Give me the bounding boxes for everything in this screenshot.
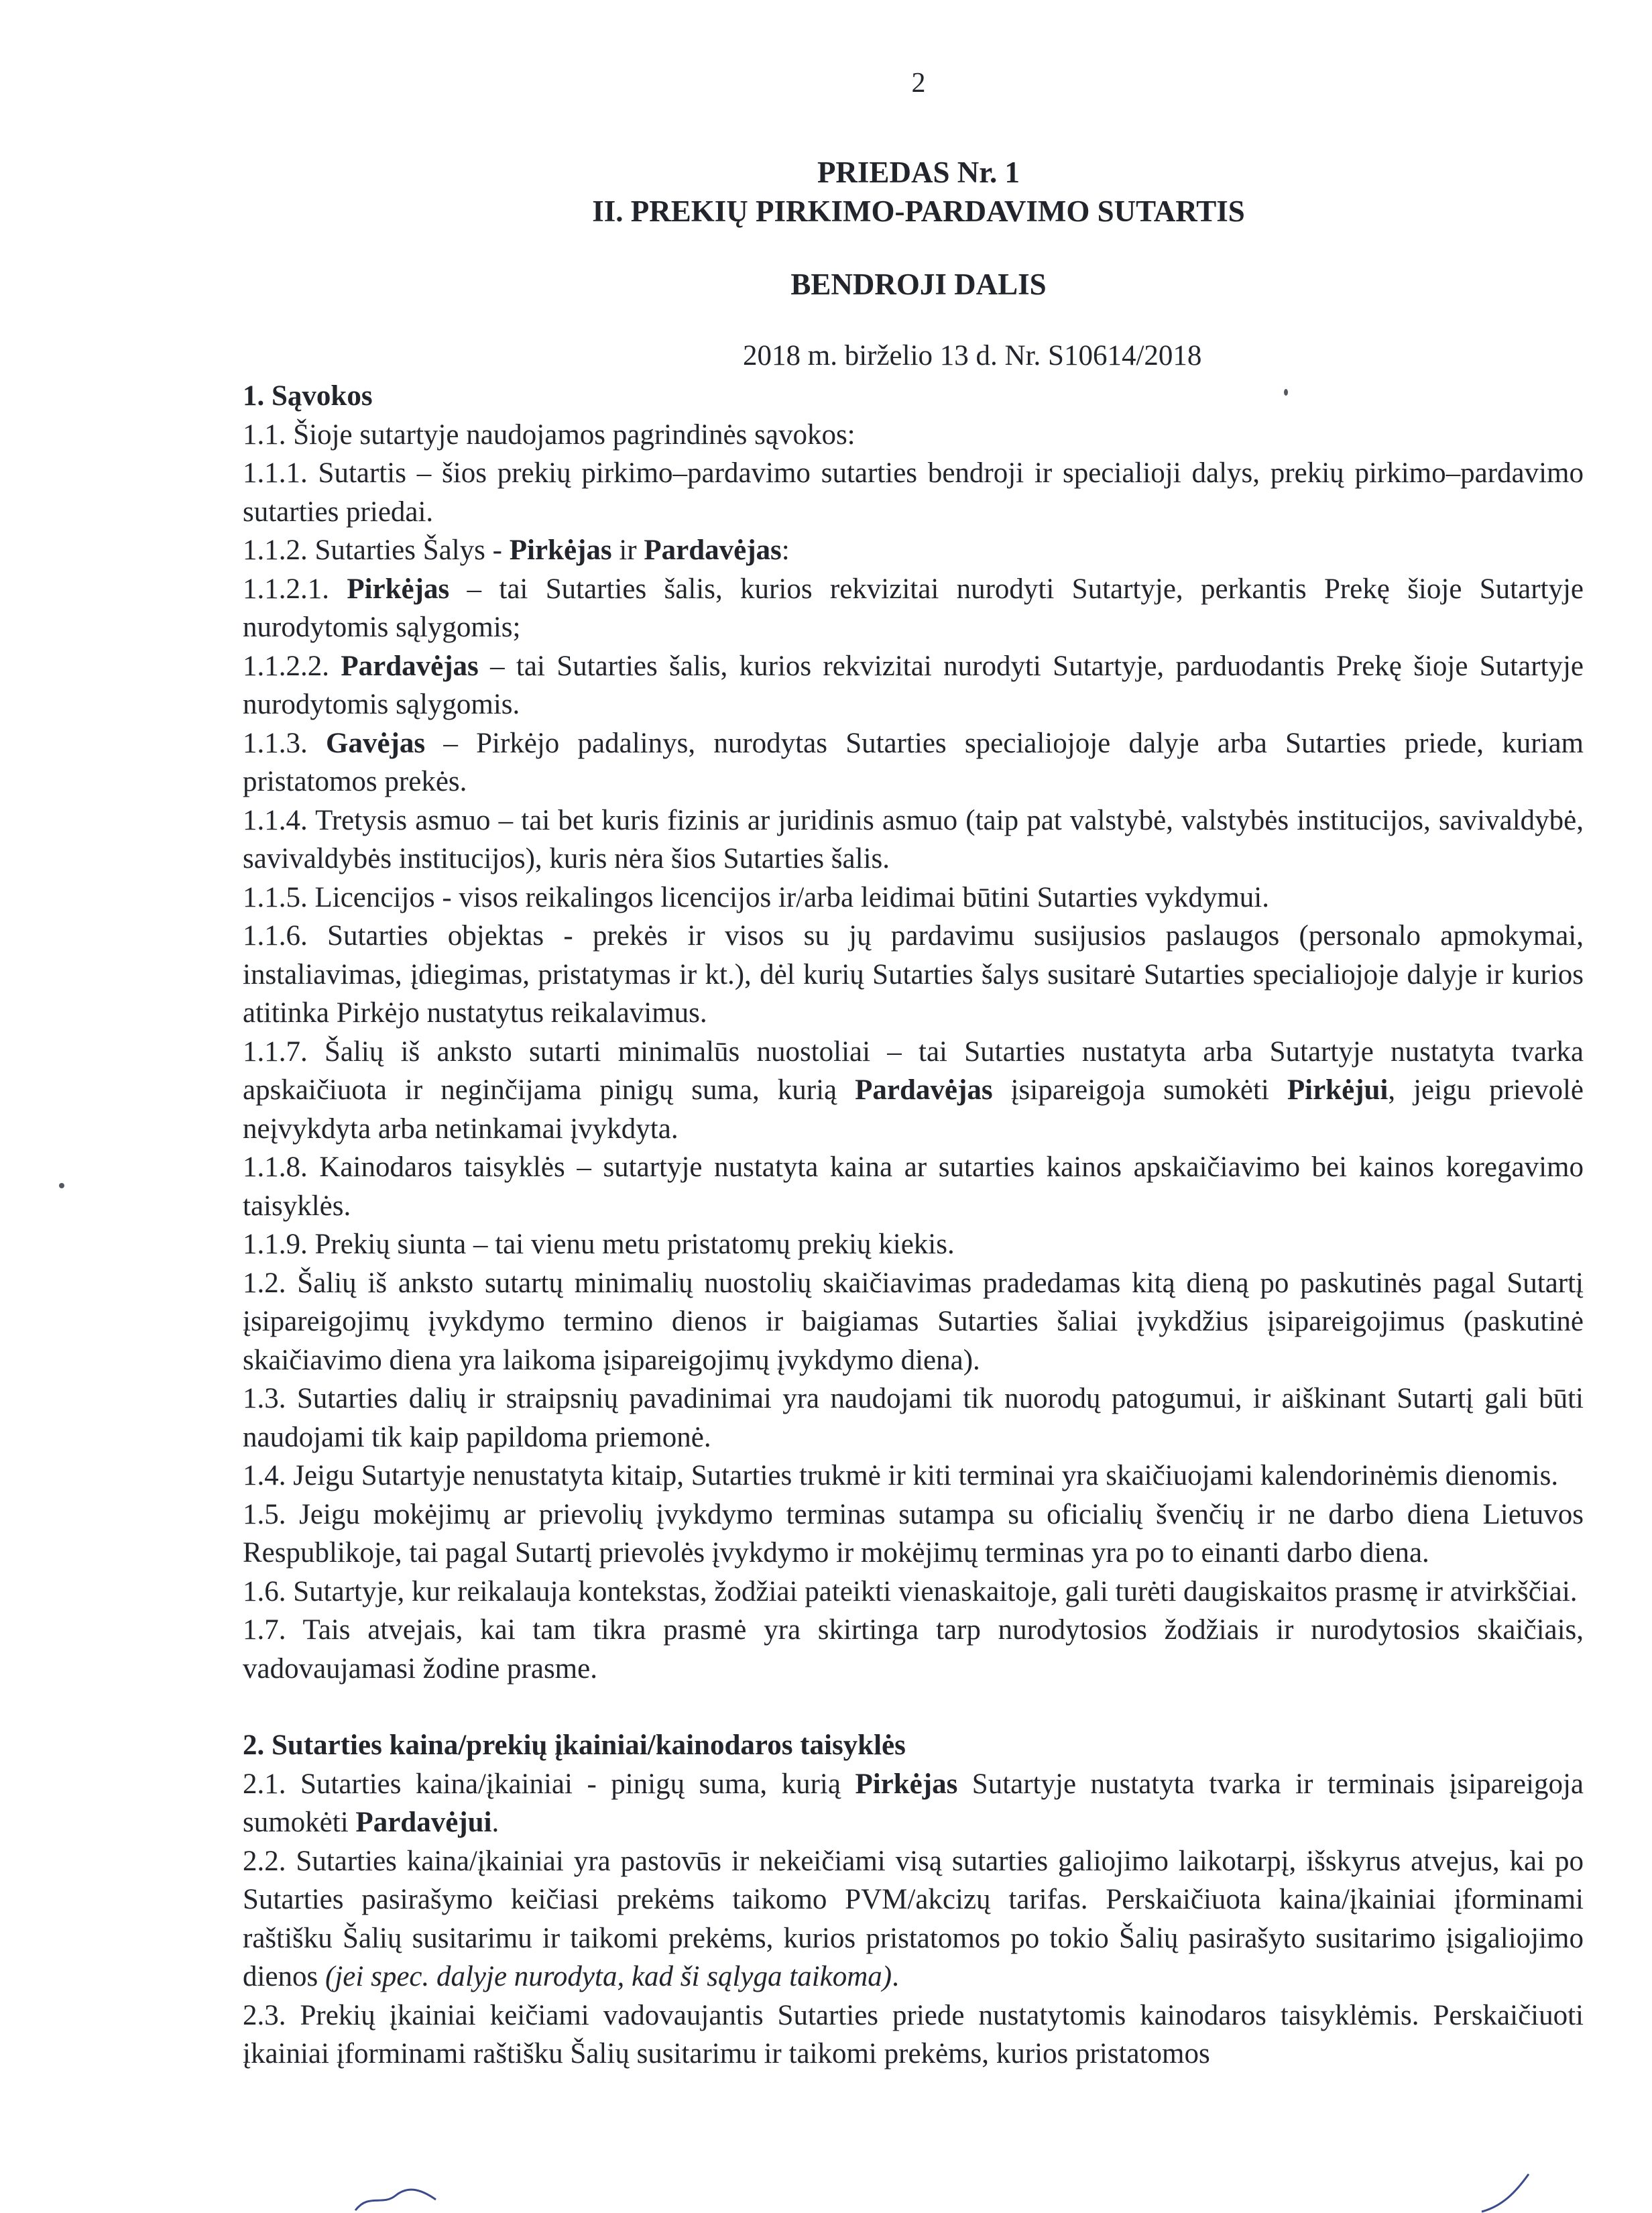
clause-text: – tai Sutarties šalis, kurios rekvizitai nurodyti Sutartyje, parduodantis Prekę šioje Sutartyje nurodytomis sąlygomis. [243,650,1584,720]
clause-text: 1.1.7. Šalių iš anksto sutarti minimalūs nuostoliai – tai Sutarties nustatyta arba Sutartyje nustatyta tvarka apskaičiuota ir neginčijama pinigų suma, kurią [243,1035,1584,1106]
page-number: 2 [911,68,926,99]
document-heading [0,153,1652,231]
clause-text: . [491,1807,499,1838]
clause-1-7: 1.7. Tais atvejais, kai tam tikra prasmė yra skirtinga tarp nurodytosios žodžiais ir nurodytosios skaičiais, vadovaujamasi žodine prasme. [243,1614,1584,1685]
term-buyer: Pirkėjas [855,1768,958,1800]
clause-1-1-5: 1.1.5. Licencijos - visos reikalingos licencijos ir/arba leidimai būtini Sutarties vykdymui. [243,881,1269,913]
clause-text: Sutartyje nustatyta tvarka ir terminais įsipareigoja sumokėti [243,1768,1584,1838]
document-body [243,377,1584,2074]
clause-1-4: 1.4. Jeigu Sutartyje nenustatyta kitaip, Sutarties trukmė ir kiti terminai yra skaičiuojami kalendorinėmis dienomis. [243,1460,1559,1491]
clause-1-1-3 [243,724,1584,801]
clause-1-2: 1.2. Šalių iš anksto sutartų minimalių nuostolių skaičiavimas pradedamas kitą dieną po paskutinės pagal Sutartį įsipareigojimų įvykdymo termino dienos ir baigiamas Sutarties šaliai įvykdžius įsipareigojimus (paskutinė skaičiavimo diena yra laikoma įsipareigojimų įvykdymo diena). [243,1267,1584,1376]
term-seller: Pardavėjas [341,650,479,682]
section-title-price: 2. Sutarties kaina/prekių įkainiai/kainodaros taisyklės [243,1729,906,1761]
clause-text: – Pirkėjo padalinys, nurodytas Sutarties specialiojoje dalyje arba Sutarties priede, kuriam pristatomos prekės. [243,727,1584,797]
clause-1-1-1: 1.1.1. Sutartis – šios prekių pirkimo–pardavimo sutarties bendroji ir specialioji dalys, prekių pirkimo–pardavimo sutarties priedai. [243,457,1584,528]
clause-1-1-9: 1.1.9. Prekių siunta – tai vienu metu pristatomų prekių kiekis. [243,1229,955,1260]
clause-1-5: 1.5. Jeigu mokėjimų ar prievolių įvykdymo terminas sutampa su oficialių švenčių ir ne darbo diena Lietuvos Respublikoje, tai pagal Sutartį prievolės įvykdymo ir mokėjimų terminas yra po to einanti darbo diena. [243,1498,1584,1569]
clause-text: įsipareigoja sumokėti [992,1074,1287,1106]
term-seller: Pardavėjas [855,1074,993,1106]
clause-number: 1.1.3. [243,727,326,759]
clause-2-3: 2.3. Prekių įkainiai keičiami vadovaujantis Sutarties priede nustatytomis kainodaros taisyklėmis. Perskaičiuoti įkainiai įforminami raštišku Šalių susitarimu ir taikomi prekėms, kurios pristatomos [243,1999,1584,2069]
term-buyer: Pirkėjas [347,573,450,605]
term-buyer: Pirkėjui [1287,1074,1389,1106]
annex-title: PRIEDAS Nr. 1 [817,156,1020,189]
clause-1-1-2 [243,531,1584,570]
term-buyer: Pirkėjas [509,534,612,566]
clause-text: : [781,534,790,566]
section-spacer [243,1688,1584,1726]
clause-2-2 [243,1842,1584,1996]
clause-text: – tai Sutarties šalis, kurios rekvizitai nurodyti Sutartyje, perkantis Prekę šioje Sutartyje nurodytomis sąlygomis; [243,573,1584,643]
clause-1-1: 1.1. Šioje sutartyje naudojamos pagrindinės sąvokos: [243,418,856,451]
date-and-number: 2018 m. birželio 13 d. Nr. S10614/2018 [743,340,1202,372]
part-title: BENDROJI DALIS [790,268,1047,301]
clause-1-6: 1.6. Sutartyje, kur reikalauja kontekstas, žodžiai pateikti vienaskaitoje, gali turėti daugiskaitos prasmę ir atvirkščiai. [243,1575,1578,1607]
contract-title: II. PREKIŲ PIRKIMO-PARDAVIMO SUTARTIS [592,194,1245,228]
clause-2-1 [243,1765,1584,1842]
clause-number: 1.1.2.1. [243,573,347,605]
clause-text: . [892,1961,899,1992]
term-seller: Pardavėjui [355,1807,492,1838]
clause-1-1-6: 1.1.6. Sutarties objektas - prekės ir visos su jų pardavimu susijusios paslaugos (personalo apmokymai, instaliavimas, įdiegimas, pristatymas ir kt.), dėl kurių Sutarties šalys susitarė Sutarties specialiojoje dalyje ir kurios atitinka Pirkėjo nustatytus reikalavimus. [243,920,1584,1029]
section-title-definitions: 1. Sąvokos [243,380,373,412]
term-seller: Pardavėjas [644,534,782,566]
clause-number: 1.1.2.2. [243,650,341,682]
clause-text: , jeigu prievolė neįvykdyta arba netinkamai įvykdyta. [243,1074,1584,1145]
signature-mark-right [1462,2173,1542,2213]
scan-speck [1284,389,1288,396]
term-recipient: Gavėjas [326,727,426,759]
signature-mark-left [349,2186,442,2213]
clause-1-1-4: 1.1.4. Tretysis asmuo – tai bet kuris fizinis ar juridinis asmuo (taip pat valstybė, valstybės institucijos, savivaldybė, savivaldybės institucijos), kuris nėra šios Sutarties šalis. [243,804,1584,874]
clause-1-1-8: 1.1.8. Kainodaros taisyklės – sutartyje nustatyta kaina ar sutarties kainos apskaičiavimo bei kainos koregavimo taisyklės. [243,1151,1584,1222]
clause-text: 1.1.2. Sutarties Šalys - [243,534,510,566]
scan-speck [59,1183,64,1188]
clause-text: 2.1. Sutarties kaina/įkainiai - pinigų suma, kurią [243,1768,856,1800]
clause-1-1-7 [243,1033,1584,1149]
clause-1-1-2-2 [243,647,1584,724]
clause-italic-note: (jei spec. dalyje nurodyta, kad ši sąlyga taikoma) [325,1961,892,1992]
clause-text: 2.2. Sutarties kaina/įkainiai yra pastovūs ir nekeičiami visą sutarties galiojimo laikotarpį, išskyrus atvejus, kai po Sutarties pasirašymo keičiasi prekėms taikomo PVM/akcizų tarifas. Perskaičiuota kaina/įkainiai įforminami raštišku Šalių susitarimu ir taikomi prekėms, kurios pristatomos po tokio Šalių pasirašyto susitarimo įsigaliojimo dienos [243,1845,1584,1992]
clause-1-3: 1.3. Sutarties dalių ir straipsnių pavadinimai yra naudojami tik nuorodų patogumui, ir aiškinant Sutartį gali būti naudojami tik kaip papildoma priemonė. [243,1383,1584,1453]
clause-text: ir [611,534,644,566]
clause-1-1-2-1 [243,570,1584,647]
